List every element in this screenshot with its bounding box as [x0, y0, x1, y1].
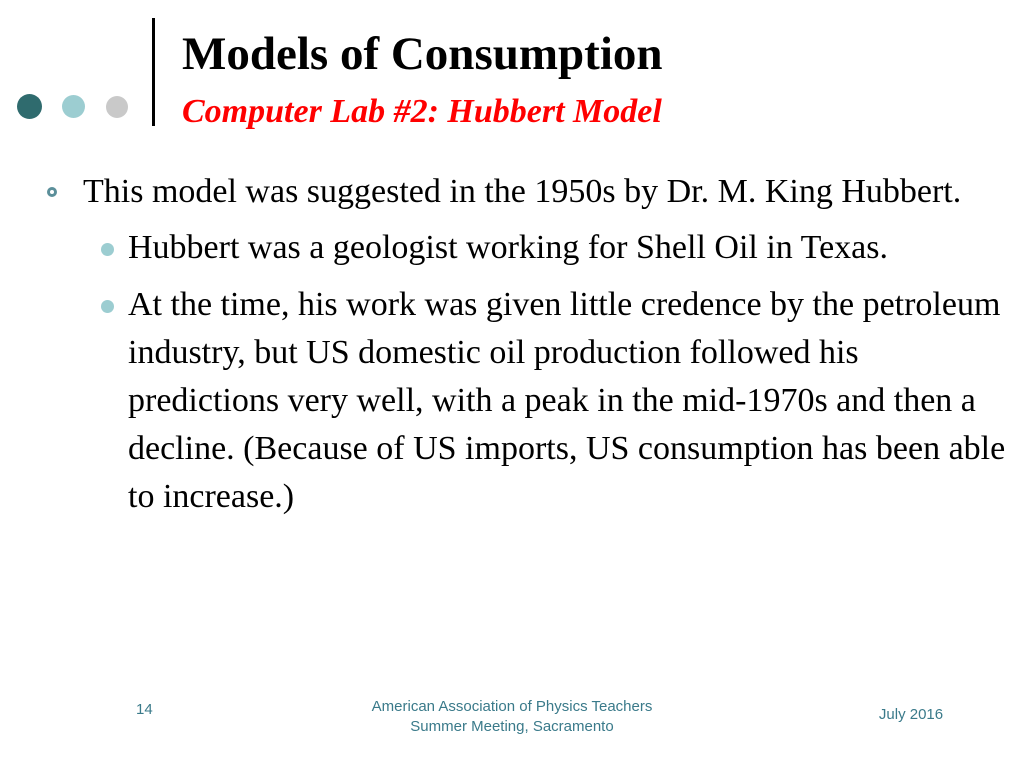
footer-organization-line-1: American Association of Physics Teachers [371, 698, 653, 715]
decorative-dot-light [106, 96, 128, 118]
ring-bullet-icon [47, 187, 57, 197]
footer-organization-line-2: Summer Meeting, Sacramento [410, 718, 614, 735]
decorative-dot-mid [62, 95, 85, 118]
dot-bullet-icon [101, 243, 114, 256]
slide-title: Models of Consumption [182, 28, 663, 80]
page-number: 14 [136, 701, 153, 718]
slide-subtitle: Computer Lab #2: Hubbert Model [182, 93, 662, 130]
sub-bullet-text: At the time, his work was given little credence by the petroleum industry, but US domestic oil production followed his predictions very well, with a peak in the mid-1970s and then a decline. (Because of US imports, US consumption has been able to increase.) [128, 286, 1006, 515]
sub-bullet-item [0, 224, 1024, 272]
footer-organization [330, 697, 694, 737]
bullet-item [0, 168, 1024, 216]
title-divider [152, 18, 155, 126]
sub-bullet-item [0, 281, 1024, 521]
bullet-text: This model was suggested in the 1950s by Dr. M. King Hubbert. [83, 173, 962, 210]
dot-bullet-icon [101, 300, 114, 313]
footer-date: July 2016 [878, 706, 944, 723]
decorative-dot-dark [17, 94, 42, 119]
sub-bullet-text: Hubbert was a geologist working for Shell Oil in Texas. [128, 229, 888, 266]
slide-content [0, 168, 1024, 530]
